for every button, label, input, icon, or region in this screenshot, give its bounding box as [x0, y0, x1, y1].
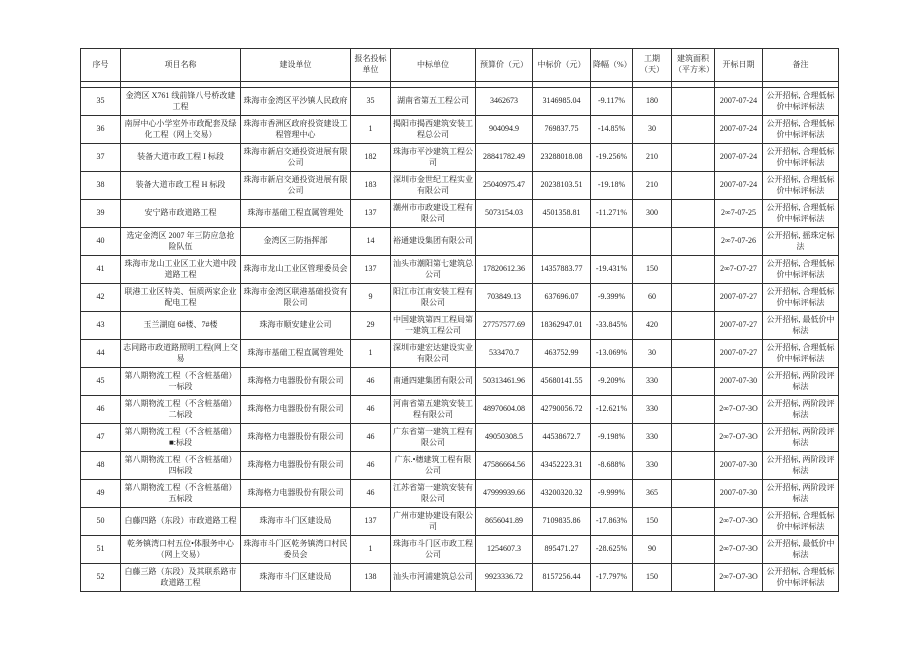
table-cell: -12.621% [591, 396, 633, 424]
table-cell: 300 [633, 200, 672, 228]
table-cell: -13.069% [591, 340, 633, 368]
table-cell [633, 228, 672, 256]
table-cell: -19.256% [591, 144, 633, 172]
table-cell: 裕通建设集团有限公司 [391, 228, 476, 256]
table-cell: 46 [351, 452, 391, 480]
table-cell: 2007-07-24 [715, 88, 763, 116]
table-cell: 46 [351, 368, 391, 396]
column-header: 工期（天） [633, 49, 672, 82]
table-cell: 46 [351, 424, 391, 452]
bid-results-table [80, 48, 839, 592]
table-cell: 9 [351, 284, 391, 312]
table-cell: 8157256.44 [533, 564, 591, 592]
table-cell: 210 [633, 144, 672, 172]
table-cell: 137 [351, 508, 391, 536]
table-cell [672, 144, 715, 172]
column-header: 中标价（元） [533, 49, 591, 82]
table-cell [672, 396, 715, 424]
table-cell: 广州市建协建设有限公司 [391, 508, 476, 536]
table-cell: 60 [633, 284, 672, 312]
table-cell: 23288018.08 [533, 144, 591, 172]
table-cell: -17.797% [591, 564, 633, 592]
table-cell [672, 284, 715, 312]
table-cell: 2007-07-24 [715, 172, 763, 200]
table-cell: 895471.27 [533, 536, 591, 564]
table-cell: 2∞7-07-25 [715, 200, 763, 228]
table-cell: 第八期物流工程（不含桩基础）四标段 [121, 452, 241, 480]
table-cell: 珠海市新启交通投资进展有限公司 [241, 172, 351, 200]
table-cell: 珠海市基础工程直属管理处 [241, 200, 351, 228]
table-row [81, 172, 839, 200]
table-cell: 2∞7-07-26 [715, 228, 763, 256]
column-header: 建设单位 [241, 49, 351, 82]
table-cell [672, 312, 715, 340]
table-cell: 珠海市基础工程直属管理处 [241, 340, 351, 368]
table-cell: 公开招标, 两阶段评标法 [763, 396, 839, 424]
table-row [81, 256, 839, 284]
table-cell: 2007-07-24 [715, 116, 763, 144]
table-cell: -19.431% [591, 256, 633, 284]
table-cell: 210 [633, 172, 672, 200]
table-cell: 公开招标, 合理低标价中标评标法 [763, 116, 839, 144]
table-cell: 2∞7-O7-3O [715, 564, 763, 592]
table-cell: 装备大道市政工程 I 标段 [121, 144, 241, 172]
table-cell: 装备大道市政工程 H 标段 [121, 172, 241, 200]
table-cell: 公开招标, 两阶段评标法 [763, 452, 839, 480]
table-cell: 金湾区三防指挥部 [241, 228, 351, 256]
table-cell: 137 [351, 200, 391, 228]
table-cell [476, 228, 533, 256]
table-cell: 27757577.69 [476, 312, 533, 340]
column-header: 备注 [763, 49, 839, 82]
table-row [81, 340, 839, 368]
table-cell: 2∞7-O7-27 [715, 256, 763, 284]
column-header: 建筑面积（平方米） [672, 49, 715, 82]
table-cell: 2∞7-O7-3O [715, 536, 763, 564]
table-cell [591, 228, 633, 256]
table-cell: 637696.07 [533, 284, 591, 312]
table-cell: 330 [633, 396, 672, 424]
table-cell: 1 [351, 116, 391, 144]
table-cell: 珠海格力电器股份有限公司 [241, 424, 351, 452]
table-cell [672, 340, 715, 368]
table-cell: 深圳市金世纪工程实业有限公司 [391, 172, 476, 200]
table-cell: -11.271% [591, 200, 633, 228]
table-cell: -19.18% [591, 172, 633, 200]
column-header: 预算价（元） [476, 49, 533, 82]
table-cell: 28841782.49 [476, 144, 533, 172]
table-row [81, 536, 839, 564]
table-cell: 玉兰湖庭 6#楼、7#楼 [121, 312, 241, 340]
table-cell: 1254607.3 [476, 536, 533, 564]
table-cell: 45680141.55 [533, 368, 591, 396]
table-cell: -9.117% [591, 88, 633, 116]
table-cell: 90 [633, 536, 672, 564]
table-cell: -14.85% [591, 116, 633, 144]
table-cell: 金湾区 X761 线前锋八号桥改建工程 [121, 88, 241, 116]
table-cell: 44 [81, 340, 121, 368]
table-cell: 44538672.7 [533, 424, 591, 452]
table-cell: 广东省第一建筑工程有限公司 [391, 424, 476, 452]
table-cell: 2007-07-27 [715, 340, 763, 368]
table-cell: 珠海市金湾区平沙镇人民政府 [241, 88, 351, 116]
column-header: 项目名称 [121, 49, 241, 82]
table-cell: 35 [81, 88, 121, 116]
table-cell: 公开招标, 最低价中标法 [763, 312, 839, 340]
table-cell: 潮州市市政建设工程有限公司 [391, 200, 476, 228]
table-row [81, 312, 839, 340]
table-cell: 533470.7 [476, 340, 533, 368]
table-cell: 公开招标, 合理低标价中标评标法 [763, 508, 839, 536]
table-cell: 14 [351, 228, 391, 256]
table-cell: 51 [81, 536, 121, 564]
table-cell: 47999939.66 [476, 480, 533, 508]
table-row [81, 508, 839, 536]
table-cell: 46 [81, 396, 121, 424]
table-cell: 330 [633, 368, 672, 396]
table-cell: 35 [351, 88, 391, 116]
table-cell: -33.845% [591, 312, 633, 340]
table-cell: 珠海市龙山工业区工业大道中段道路工程 [121, 256, 241, 284]
table-cell: 3146985.04 [533, 88, 591, 116]
table-cell [672, 508, 715, 536]
table-cell: 47586664.56 [476, 452, 533, 480]
table-cell: -9.198% [591, 424, 633, 452]
table-cell: 1 [351, 536, 391, 564]
table-cell: 湖南省第五工程公司 [391, 88, 476, 116]
table-cell: 150 [633, 508, 672, 536]
table-row [81, 116, 839, 144]
table-cell: 703849.13 [476, 284, 533, 312]
table-cell: 420 [633, 312, 672, 340]
table-cell: 志同路市政道路照明工程(网上交易 [121, 340, 241, 368]
table-cell: 珠海市金湾区联港基础投资有限公司 [241, 284, 351, 312]
table-cell: 18362947.01 [533, 312, 591, 340]
table-cell [672, 116, 715, 144]
table-cell: 45 [81, 368, 121, 396]
table-cell: 2∞7-O7-3O [715, 396, 763, 424]
table-cell: 白藤四路（东段）市政道路工程 [121, 508, 241, 536]
table-row [81, 452, 839, 480]
header-row [81, 49, 839, 82]
table-cell: 珠海市斗门区建设局 [241, 564, 351, 592]
table-cell: 42 [81, 284, 121, 312]
table-cell: 安宁路市政道路工程 [121, 200, 241, 228]
table-body [81, 88, 839, 592]
table-cell: -9.999% [591, 480, 633, 508]
table-cell: 4501358.81 [533, 200, 591, 228]
table-cell: 2007-07-30 [715, 480, 763, 508]
table-cell: 769837.75 [533, 116, 591, 144]
table-cell: 深圳市建宏达建设实业有限公司 [391, 340, 476, 368]
table-cell: 珠海市斗门区市政工程公司 [391, 536, 476, 564]
table-cell: 第八期物流工程（不含桩基础）二标段 [121, 396, 241, 424]
table-cell: 公开招标, 合理低标价中标评标法 [763, 564, 839, 592]
table-cell: 乾务镇湾口村五位•体服务中心（网上交易） [121, 536, 241, 564]
table-cell: 联港工业区特美、恒质两家企业配电工程 [121, 284, 241, 312]
table-cell: 49 [81, 480, 121, 508]
table-cell: 广东.•穗建筑工程有限公司 [391, 452, 476, 480]
table-cell: 183 [351, 172, 391, 200]
table-cell: 河南省第五建筑安装工程有限公司 [391, 396, 476, 424]
table-cell: 180 [633, 88, 672, 116]
table-cell: 52 [81, 564, 121, 592]
table-cell: 珠海市顺安建业公司 [241, 312, 351, 340]
table-cell: -9.399% [591, 284, 633, 312]
table-cell: 公开招标, 合理低标价中标评标法 [763, 172, 839, 200]
table-cell: 2007-07-30 [715, 368, 763, 396]
table-cell: 公开招标, 最低价中标法 [763, 536, 839, 564]
table-cell: 汕头市潮阳第七建筑总公司 [391, 256, 476, 284]
table-row [81, 368, 839, 396]
table-cell [672, 228, 715, 256]
table-cell: 白藤三路（东段）及其联系路市政道路工程 [121, 564, 241, 592]
table-cell: 2007-07-24 [715, 144, 763, 172]
table-cell: 904094.9 [476, 116, 533, 144]
table-cell: -28.625% [591, 536, 633, 564]
table-cell: 46 [351, 396, 391, 424]
table-cell: 汕头市河浦建筑总公司 [391, 564, 476, 592]
table-row [81, 200, 839, 228]
table-cell: 330 [633, 452, 672, 480]
table-row [81, 144, 839, 172]
table-cell: 30 [633, 116, 672, 144]
table-cell: 第八期物流工程（不含桩基础）一标段 [121, 368, 241, 396]
table-cell [672, 256, 715, 284]
table-cell: 30 [633, 340, 672, 368]
table-cell: 公开招标, 合理低标价中标评标法 [763, 88, 839, 116]
table-cell: 选定金湾区 2007 年三防应急抢险队伍 [121, 228, 241, 256]
table-cell: 3462673 [476, 88, 533, 116]
table-cell: 公开招标, 摇珠定标法 [763, 228, 839, 256]
table-cell: 48 [81, 452, 121, 480]
column-header: 开标日期 [715, 49, 763, 82]
table-cell: 7109835.86 [533, 508, 591, 536]
table-cell: 41 [81, 256, 121, 284]
table-cell: 珠海格力电器股份有限公司 [241, 368, 351, 396]
table-cell: 公开招标, 合理低标价中标评标法 [763, 200, 839, 228]
table-cell: -8.688% [591, 452, 633, 480]
table-cell [672, 172, 715, 200]
table-cell: 2007-07-27 [715, 284, 763, 312]
table-cell: 25040975.47 [476, 172, 533, 200]
table-cell: 阳江市江南安装工程有限公司 [391, 284, 476, 312]
table-cell: 公开招标, 两阶段评标法 [763, 424, 839, 452]
table-cell: 43200320.32 [533, 480, 591, 508]
table-cell: 2∞7-O7-3O [715, 424, 763, 452]
table-cell: 珠海市龙山工业区管理委员会 [241, 256, 351, 284]
table-cell [672, 200, 715, 228]
table-cell [672, 424, 715, 452]
column-header: 降幅（%） [591, 49, 633, 82]
table-cell [672, 564, 715, 592]
table-cell: 365 [633, 480, 672, 508]
table-cell: 珠海格力电器股份有限公司 [241, 480, 351, 508]
table-cell: 150 [633, 564, 672, 592]
table-cell: 珠海市斗门区建设局 [241, 508, 351, 536]
column-header: 序号 [81, 49, 121, 82]
table-cell: 珠海市斗门区乾务镇湾口村民委员会 [241, 536, 351, 564]
table-cell: 50313461.96 [476, 368, 533, 396]
table-row [81, 88, 839, 116]
table-cell: 公开招标, 合理低标价中标评标法 [763, 256, 839, 284]
table-cell: 463752.99 [533, 340, 591, 368]
table-cell [672, 368, 715, 396]
table-row [81, 284, 839, 312]
table-cell: 137 [351, 256, 391, 284]
table-cell: 38 [81, 172, 121, 200]
table-cell: 2∞7-O7-3O [715, 508, 763, 536]
table-row [81, 424, 839, 452]
table-cell: 150 [633, 256, 672, 284]
table-cell [672, 480, 715, 508]
table-cell: 50 [81, 508, 121, 536]
table-cell: 48970604.08 [476, 396, 533, 424]
table-cell: -9.209% [591, 368, 633, 396]
table-cell: 49050308.5 [476, 424, 533, 452]
table-cell: 揭阳市揭西建筑安装工程总公司 [391, 116, 476, 144]
table-cell: 2007-07-30 [715, 452, 763, 480]
table-cell: 公开招标, 合理低标价中标评标法 [763, 284, 839, 312]
table-cell: 36 [81, 116, 121, 144]
column-header: 报名投标单位 [351, 49, 391, 82]
table-cell: 43 [81, 312, 121, 340]
table-row [81, 480, 839, 508]
table-cell: 46 [351, 480, 391, 508]
table-cell: 南屏中心小学室外市政配套及绿化工程（网上交易） [121, 116, 241, 144]
table-cell: 14357883.77 [533, 256, 591, 284]
table-cell: 40 [81, 228, 121, 256]
table-row [81, 564, 839, 592]
table-cell [672, 452, 715, 480]
table-cell: 138 [351, 564, 391, 592]
table-cell: 37 [81, 144, 121, 172]
table-cell: 17820612.36 [476, 256, 533, 284]
table-row [81, 396, 839, 424]
table-cell: 1 [351, 340, 391, 368]
table-cell: 39 [81, 200, 121, 228]
table-cell [672, 536, 715, 564]
table-cell: 5073154.03 [476, 200, 533, 228]
table-cell: 20238103.51 [533, 172, 591, 200]
table-cell: 2007-07-27 [715, 312, 763, 340]
table-cell: 公开招标, 合理低标价中标评标法 [763, 144, 839, 172]
table-cell: 公开招标, 合理低标价中标评标法 [763, 340, 839, 368]
table-cell: 公开招标, 两阶段评标法 [763, 368, 839, 396]
table-cell: 南通四建集团有限公司 [391, 368, 476, 396]
table-cell [672, 88, 715, 116]
table-cell [533, 228, 591, 256]
table-cell: 第八期物流工程（不含桩基础）五标段 [121, 480, 241, 508]
table-cell: -17.863% [591, 508, 633, 536]
column-header: 中标单位 [391, 49, 476, 82]
table-cell: 江苏省第一建筑安装有限公司 [391, 480, 476, 508]
table-cell: 9923336.72 [476, 564, 533, 592]
table-cell: 珠海市新启交通投资进展有限公司 [241, 144, 351, 172]
table-cell: 8656041.89 [476, 508, 533, 536]
table-row [81, 228, 839, 256]
table-cell: 29 [351, 312, 391, 340]
table-cell: 珠海市平沙建筑工程公司 [391, 144, 476, 172]
table-cell: 47 [81, 424, 121, 452]
table-cell: 中国建筑第四工程局第一建筑工程公司 [391, 312, 476, 340]
table-cell: 42790056.72 [533, 396, 591, 424]
table-cell: 330 [633, 424, 672, 452]
table-cell: 43452223.31 [533, 452, 591, 480]
table-cell: 珠海格力电器股份有限公司 [241, 396, 351, 424]
table-cell: 珠海市香洲区政府投资建设工程管理中心 [241, 116, 351, 144]
table-cell: 公开招标, 两阶段评标法 [763, 480, 839, 508]
table-cell: 珠海格力电器股份有限公司 [241, 452, 351, 480]
table-cell: 182 [351, 144, 391, 172]
table-cell: 第八期物流工程（不含桩基础）■:标段 [121, 424, 241, 452]
